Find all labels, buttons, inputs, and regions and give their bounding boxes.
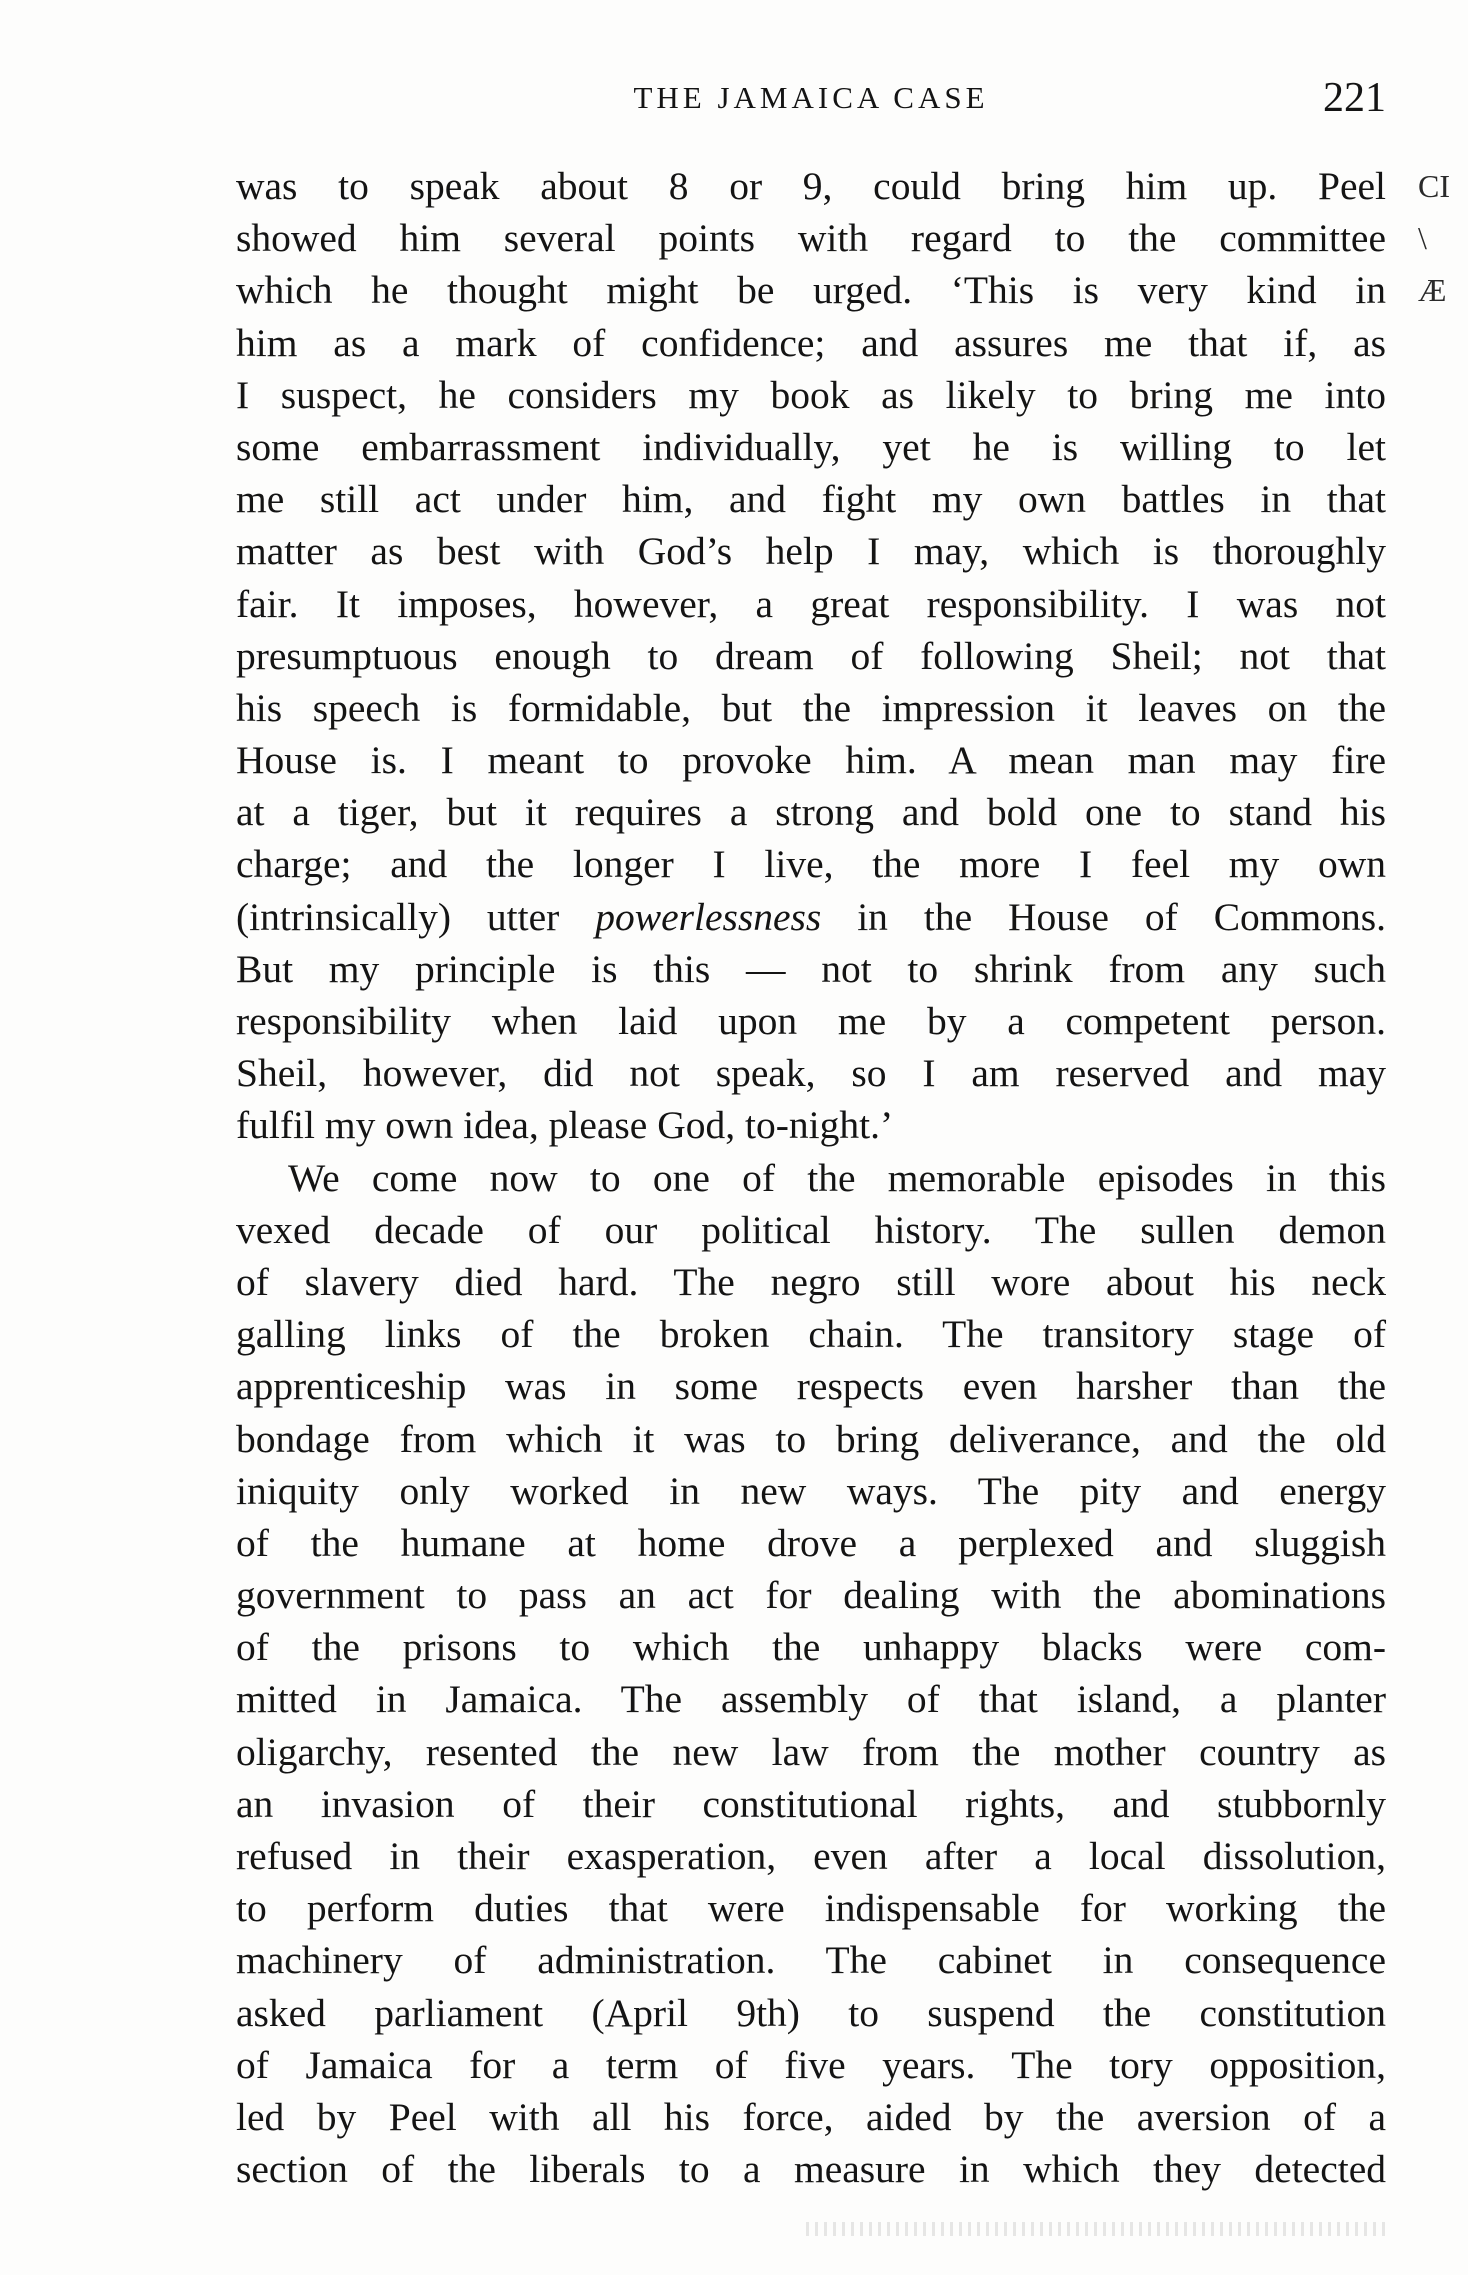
text-line: government to pass an act for dealing with the abominations bbox=[236, 1573, 1386, 1618]
text-line: responsibility when laid upon me by a competent person. bbox=[236, 999, 1386, 1043]
text-line: which he thought might be urged. ‘This is very kind in bbox=[236, 268, 1386, 313]
fragment-text: CI bbox=[1418, 168, 1450, 204]
text-line: Sheil, however, did not speak, so I am reserved and may bbox=[236, 1051, 1386, 1096]
running-title: THE JAMAICA CASE bbox=[633, 80, 989, 115]
page-number: 221 bbox=[1323, 75, 1386, 121]
text-line: was to speak about 8 or 9, could bring him up. Peel bbox=[236, 164, 1386, 208]
text-line: showed him several points with regard to the committee bbox=[236, 216, 1386, 261]
text-line: at a tiger, but it requires a strong and bold one to stand his bbox=[236, 790, 1386, 835]
text-line: bondage from which it was to bring deliverance, and the old bbox=[236, 1416, 1386, 1461]
text-line: presumptuous enough to dream of following Sheil; not that bbox=[236, 633, 1386, 678]
text-line: of slavery died hard. The negro still wore about his neck bbox=[236, 1259, 1386, 1304]
adjacent-page-fragment bbox=[1418, 160, 1468, 316]
scan-artifact bbox=[806, 2222, 1386, 2236]
fragment-text: \ bbox=[1418, 220, 1427, 256]
text-line: of the humane at home drove a perplexed and sluggish bbox=[236, 1520, 1386, 1565]
text-line: vexed decade of our political history. The sullen demon bbox=[236, 1207, 1386, 1252]
text-line: fair. It imposes, however, a great responsibility. I was not bbox=[236, 581, 1386, 626]
text-line: charge; and the longer I live, the more I feel my own bbox=[236, 842, 1386, 887]
text-line: section of the liberals to a measure in which they detected bbox=[236, 2147, 1386, 2192]
text-line: House is. I meant to provoke him. A mean man may fire bbox=[236, 738, 1386, 783]
text-line: led by Peel with all his force, aided by the aversion of a bbox=[236, 2094, 1386, 2139]
text-line: of Jamaica for a term of five years. The tory opposition, bbox=[236, 2042, 1386, 2087]
text-span: (intrinsically) utter bbox=[236, 894, 596, 939]
text-line: machinery of administration. The cabinet in consequence bbox=[236, 1938, 1386, 1983]
text-line: oligarchy, resented the new law from the mother country as bbox=[236, 1729, 1386, 1774]
text-line: mitted in Jamaica. The assembly of that island, a planter bbox=[236, 1677, 1386, 1722]
text-line: an invasion of their constitutional rights, and stubbornly bbox=[236, 1781, 1386, 1826]
text-line: apprenticeship was in some respects even harsher than the bbox=[236, 1364, 1386, 1409]
text-line: iniquity only worked in new ways. The pity and energy bbox=[236, 1468, 1386, 1513]
text-line: I suspect, he considers my book as likely to bring me into bbox=[236, 372, 1386, 417]
text-line: him as a mark of confidence; and assures me that if, as bbox=[236, 320, 1386, 365]
text-line: refused in their exasperation, even after a local dissolution, bbox=[236, 1834, 1386, 1878]
text-line: matter as best with God’s help I may, which is thoroughly bbox=[236, 529, 1386, 574]
text-line: his speech is formidable, but the impression it leaves on the bbox=[236, 685, 1386, 730]
text-line: asked parliament (April 9th) to suspend the constitution bbox=[236, 1990, 1386, 2035]
italic-emphasis: powerlessness bbox=[595, 894, 822, 939]
text-line: We come now to one of the memorable episodes in this bbox=[288, 1155, 1386, 1200]
text-line: me still act under him, and fight my own battles in that bbox=[236, 477, 1386, 522]
text-line: to perform duties that were indispensable for working the bbox=[236, 1886, 1386, 1931]
text-line: fulfil my own idea, please God, to-night.’ bbox=[236, 1103, 894, 1148]
text-span: in the House of Commons. bbox=[821, 894, 1386, 939]
text-line: galling links of the broken chain. The transitory stage of bbox=[236, 1312, 1386, 1357]
text-line: But my principle is this — not to shrink from any such bbox=[236, 946, 1386, 991]
text-line bbox=[236, 891, 1386, 943]
running-head bbox=[236, 76, 1386, 126]
text-line: of the prisons to which the unhappy blacks were com- bbox=[236, 1625, 1386, 1670]
fragment-text: Æ bbox=[1418, 272, 1447, 308]
body-text bbox=[236, 160, 1386, 2195]
text-line: some embarrassment individually, yet he is willing to let bbox=[236, 424, 1386, 469]
